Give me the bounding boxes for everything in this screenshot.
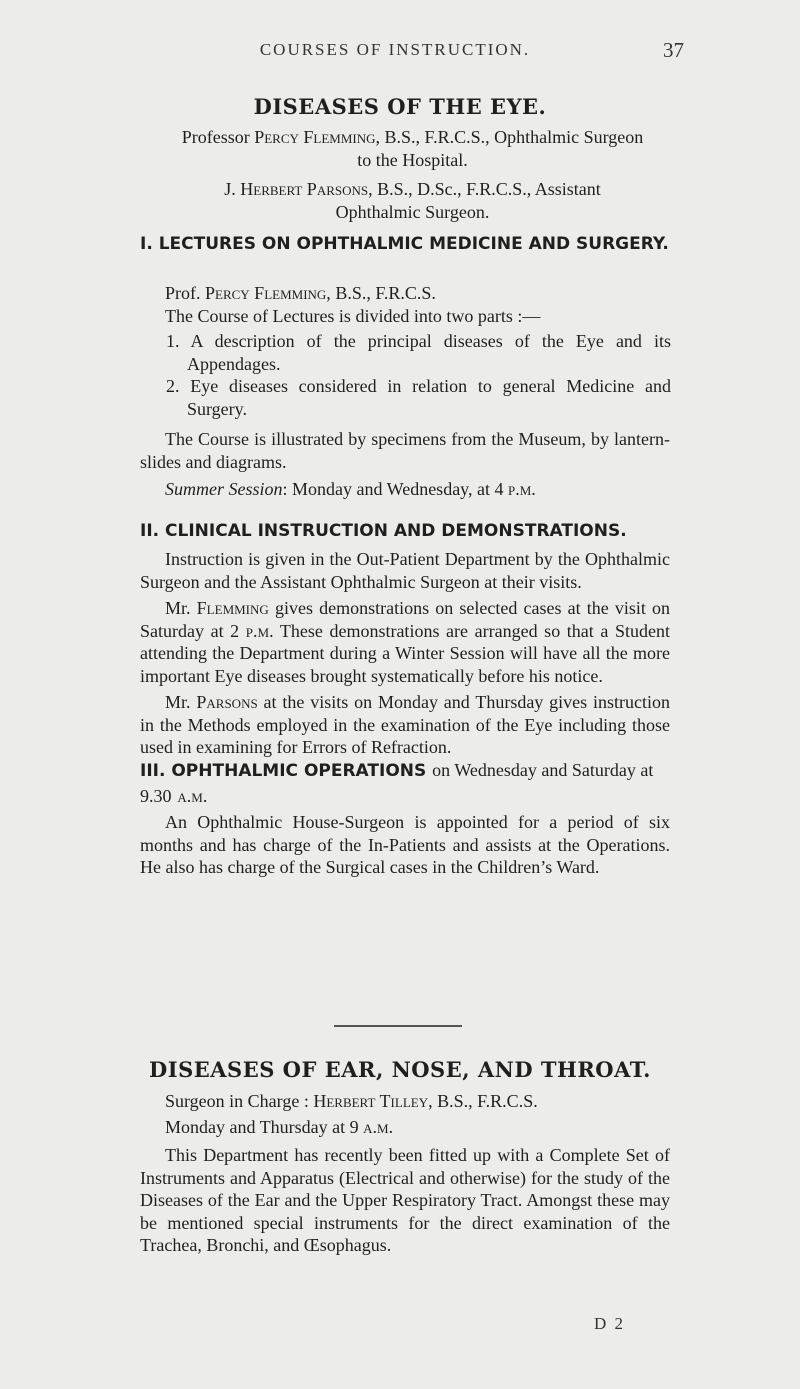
list-item: 2. Eye diseases considered in relation to general Medicine and Surgery. [166,376,671,419]
section-operations-heading: III. OPHTHALMIC OPERATIONS on Wednesday and Saturday at 9.30 a.m. [140,760,654,806]
summer-session-line: Summer Session: Monday and Wednesday, at 4 p.m. [165,479,536,499]
lectures-illustrated: The Course is illustrated by specimens from the Museum, by lantern-slides and diagrams. [140,429,670,472]
section-divider [334,1025,462,1027]
staff-flemming: Professor Percy Flemming, B.S., F.R.C.S., Ophthalmic Surgeon to the Hospital. [181,127,644,170]
section-clinical-heading: II. CLINICAL INSTRUCTION AND DEMONSTRATIONS. [140,521,627,541]
clinical-p3: Mr. Parsons at the visits on Monday and Thursday gives instruction in the Methods employed in the examination of the Eye including those used in examining for Errors of Refraction. [140,692,671,757]
page-number: 37 [663,38,684,62]
clinical-p2: Mr. Flemming gives demonstrations on selected cases at the visit on Saturday at 2 p.m. These demonstrations are arranged so that a Student attending the Department during a Winter Session will have all the more important Eye diseases brought systematically before his notice. [140,598,671,686]
eye-section-title: DISEASES OF THE EYE. [253,94,547,119]
running-header: COURSES OF INSTRUCTION. [259,40,531,59]
ent-surgeon-line: Surgeon in Charge : Herbert Tilley, B.S., F.R.C.S. [165,1091,538,1111]
lecturer-line: Prof. Percy Flemming, B.S., F.R.C.S. [165,283,436,303]
operations-p1: An Ophthalmic House-Surgeon is appointed for a period of six months and has charge of the In-Patients and assists at the Operations. He also has charge of the Surgical cases in the Children’s Ward. [140,812,670,877]
signature-mark: D 2 [594,1314,626,1333]
lectures-intro: The Course of Lectures is divided into two parts :— [165,306,541,326]
list-item: 1. A description of the principal diseases of the Eye and its Appendages. [166,331,671,374]
ent-section-title: DISEASES OF EAR, NOSE, AND THROAT. [149,1057,651,1082]
section-lectures-heading: I. LECTURES ON OPHTHALMIC MEDICINE AND SURGERY. [140,234,669,254]
staff-parsons: J. Herbert Parsons, B.S., D.Sc., F.R.C.S., Assistant Ophthalmic Surgeon. [224,179,601,222]
lecture-parts-list [166,330,671,420]
ent-schedule: Monday and Thursday at 9 a.m. [165,1117,394,1137]
ent-p1: This Department has recently been fitted up with a Complete Set of Instruments and Apparatus (Electrical and otherwise) for the study of the Diseases of the Ear and the Upper Respiratory Tract. Amongst these may be mentioned special instruments for the direct examination of the Trachea, Bronchi, and Œsophagus. [140,1145,670,1255]
clinical-p1: Instruction is given in the Out-Patient Department by the Ophthalmic Surgeon and the Assistant Ophthalmic Surgeon at their visits. [140,549,670,592]
